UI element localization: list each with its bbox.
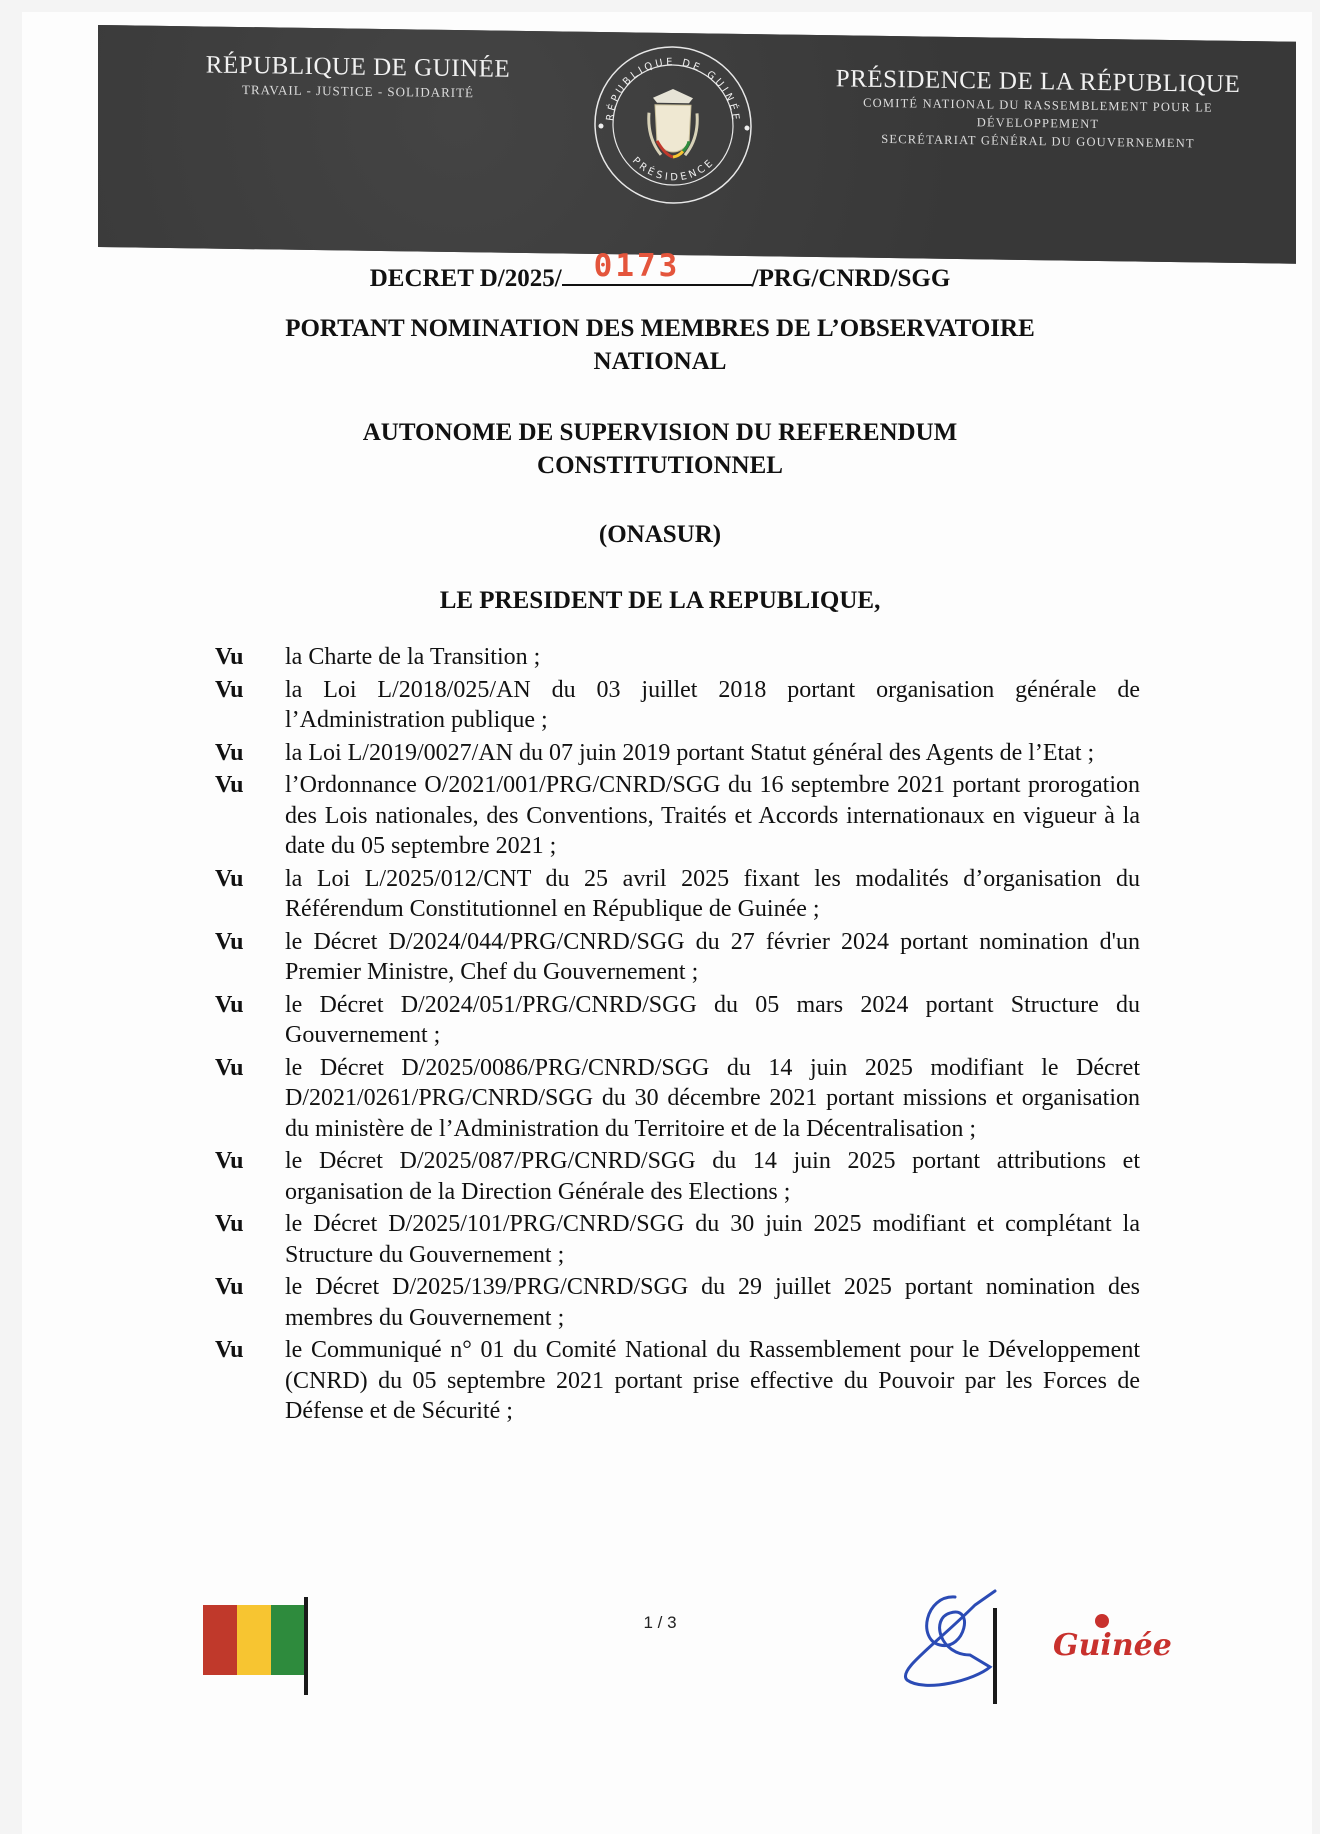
- svg-text:PRÉSIDENCE: PRÉSIDENCE: [629, 155, 718, 184]
- footer-divider-left: [304, 1597, 308, 1695]
- list-item: Vu l’Ordonnance O/2021/001/PRG/CNRD/SGG du 16 septembre 2021 portant prorogation des Lois nationales, des Conventions, Traités et Accords internationaux en vigueur à la date du 05 septembre 2021 ;: [215, 772, 1140, 859]
- title-line-1: PORTANT NOMINATION DES MEMBRES DE L’OBSERVATOIRE: [285, 315, 1035, 342]
- decree-prefix: DECRET D/2025/: [369, 265, 562, 292]
- national-motto: TRAVAIL - JUSTICE - SOLIDARITÉ: [242, 82, 474, 101]
- list-item: Vu le Décret D/2025/0086/PRG/CNRD/SGG du 14 juin 2025 modifiant le Décret D/2021/0261/PRG/CNRD/SGG du 30 décembre 2021 portant missions et organisation du ministère de l’Administration du Territoire et de la Décentralisation ;: [215, 1054, 1140, 1142]
- list-item: Vu la Charte de la Transition ;: [215, 644, 541, 670]
- presidential-seal-icon: [591, 42, 756, 209]
- letterhead-left: [178, 51, 538, 102]
- decree-number-stamp: 0173: [593, 248, 681, 284]
- list-item: Vu le Décret D/2024/044/PRG/CNRD/SGG du 27 février 2024 portant nomination d'un Premier Ministre, Chef du Gouvernement ;: [215, 928, 1140, 985]
- brand-crest-icon: [1095, 1614, 1109, 1628]
- considerations-list: [215, 642, 1140, 1429]
- signature-icon: [895, 1585, 1015, 1695]
- acronym: (ONASUR): [598, 521, 722, 548]
- list-item: Vu le Décret D/2025/087/PRG/CNRD/SGG du 14 juin 2025 portant attributions et organisation de la Direction Générale des Elections ;: [215, 1148, 1140, 1205]
- list-item: Vu le Décret D/2025/101/PRG/CNRD/SGG du 30 juin 2025 modifiant et complétant la Structure du Gouvernement ;: [215, 1211, 1140, 1268]
- footer-divider-right: [993, 1608, 997, 1704]
- list-item: Vu le Communiqué n° 01 du Comité National du Rassemblement pour le Développement (CNRD) du 05 septembre 2021 portant prise effective du Pouvoir par les Forces de Défense et de Sécurité ;: [215, 1337, 1140, 1424]
- title-line-3: AUTONOME DE SUPERVISION DU REFERENDUM: [362, 419, 958, 446]
- decree-subtitle: [0, 416, 1320, 482]
- guinee-brand-logo: Guinée: [1053, 1628, 1172, 1663]
- cnrd-line-1: COMITÉ NATIONAL DU RASSEMBLEMENT POUR LE: [863, 95, 1213, 115]
- sgg-line: SECRÉTARIAT GÉNÉRAL DU GOUVERNEMENT: [881, 131, 1195, 151]
- svg-text:RÉPUBLIQUE DE GUINÉE: RÉPUBLIQUE DE GUINÉE: [604, 56, 742, 124]
- letterhead-band: [98, 25, 1296, 264]
- decree-number-field: [562, 248, 752, 286]
- decree-title: [0, 312, 1320, 378]
- title-line-4: CONSTITUTIONNEL: [537, 452, 783, 479]
- list-item: Vu le Décret D/2024/051/PRG/CNRD/SGG du 05 mars 2024 portant Structure du Gouvernement ;: [215, 991, 1140, 1048]
- title-line-2: NATIONAL: [593, 348, 727, 375]
- list-item: Vu le Décret D/2025/139/PRG/CNRD/SGG du 29 juillet 2025 portant nomination des membres du Gouvernement ;: [215, 1274, 1140, 1331]
- decree-reference: [0, 248, 1320, 293]
- authority-heading: LE PRESIDENT DE LA REPUBLIQUE,: [439, 587, 881, 614]
- cnrd-line-2: DÉVELOPPEMENT: [976, 115, 1100, 131]
- letterhead-right: [788, 65, 1288, 154]
- presidency-title: PRÉSIDENCE DE LA RÉPUBLIQUE: [835, 65, 1241, 98]
- decree-suffix: /PRG/CNRD/SGG: [751, 265, 951, 292]
- republic-title: RÉPUBLIQUE DE GUINÉE: [205, 51, 511, 83]
- list-item: Vu la Loi L/2018/025/AN du 03 juillet 2018 portant organisation générale de l’Administration publique ;: [215, 676, 1140, 733]
- list-item: Vu la Loi L/2019/0027/AN du 07 juin 2019 portant Statut général des Agents de l’Etat ;: [215, 739, 1095, 766]
- page-number: 1 / 3: [643, 1613, 677, 1632]
- list-item: Vu la Loi L/2025/012/CNT du 25 avril 2025 fixant les modalités d’organisation du Référendum Constitutionnel en République de Guinée ;: [215, 865, 1140, 922]
